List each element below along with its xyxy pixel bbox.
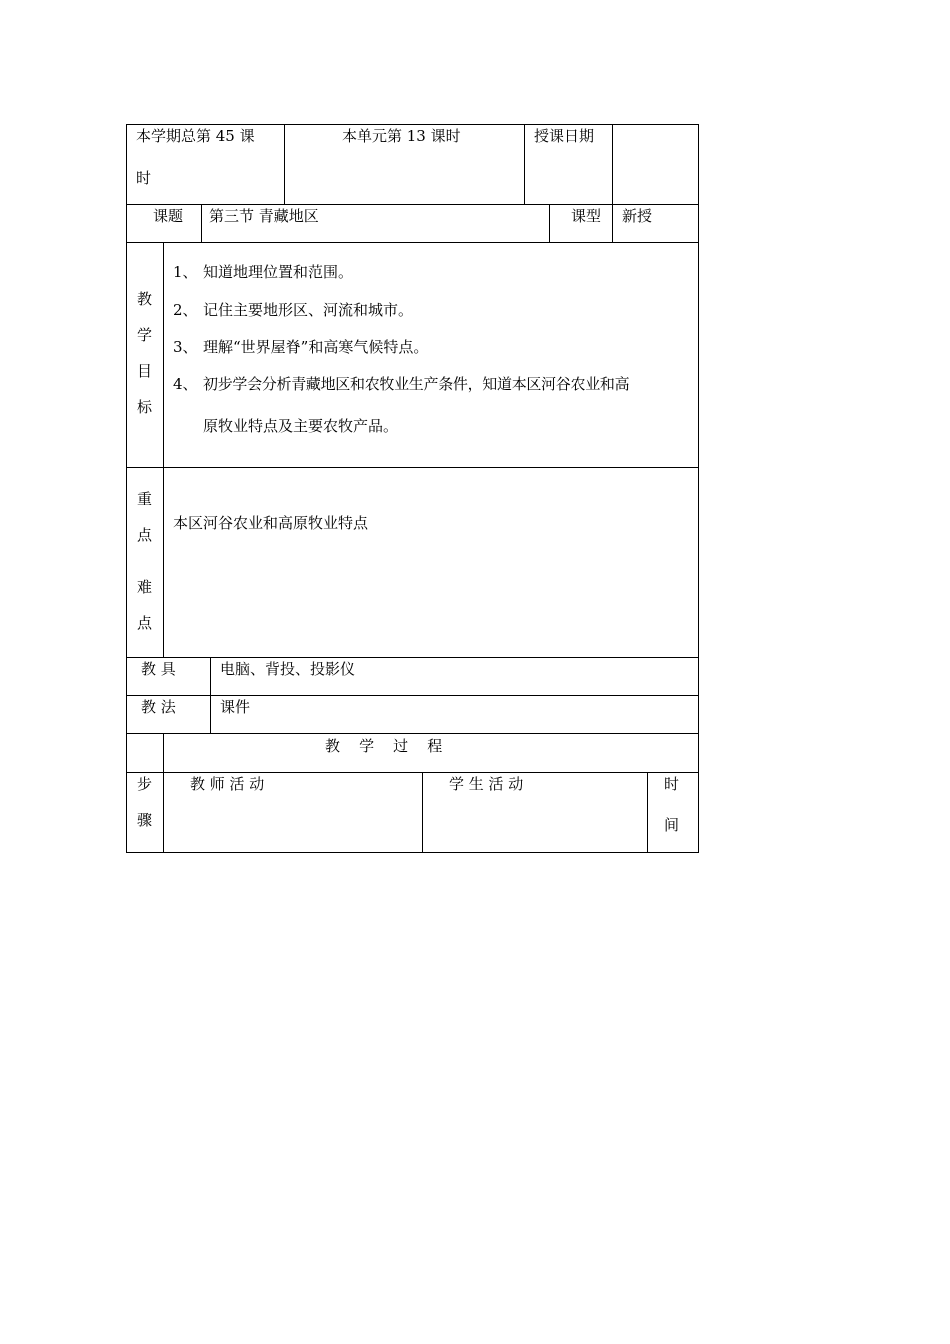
process-title: 教 学 过 程 bbox=[325, 737, 443, 755]
col-divider bbox=[524, 124, 525, 205]
col-divider bbox=[163, 242, 164, 658]
student-activity-header: 学 生 活 动 bbox=[449, 775, 524, 793]
col-divider bbox=[163, 733, 164, 853]
tools-label: 教 具 bbox=[141, 660, 176, 678]
col-divider bbox=[612, 124, 613, 205]
teacher-activity-header: 教 师 活 动 bbox=[190, 775, 265, 793]
col-divider bbox=[284, 124, 285, 205]
objective-number: 3、 bbox=[173, 338, 198, 356]
lesson-type-label: 课型 bbox=[571, 207, 602, 225]
table-border-top bbox=[126, 124, 699, 125]
row-divider bbox=[126, 467, 699, 468]
col-divider bbox=[549, 204, 550, 243]
row-divider bbox=[126, 204, 699, 205]
table-border-bottom bbox=[126, 852, 699, 853]
col-divider bbox=[210, 657, 211, 734]
time-label: 时 间 bbox=[664, 775, 680, 834]
objective-text: 知道地理位置和范围。 bbox=[203, 263, 354, 281]
key-points-label: 重 点 难 点 bbox=[137, 490, 153, 632]
semester-lesson-count: 本学期总第 45 课 bbox=[136, 127, 255, 145]
col-divider bbox=[201, 204, 202, 243]
objective-number: 2、 bbox=[173, 301, 198, 319]
row-divider bbox=[126, 733, 699, 734]
col-divider bbox=[647, 772, 648, 853]
col-divider bbox=[612, 204, 613, 243]
topic-value: 第三节 青藏地区 bbox=[209, 207, 319, 225]
row-divider bbox=[126, 657, 699, 658]
method-label: 教 法 bbox=[141, 698, 176, 716]
semester-lesson-count-cont: 时 bbox=[136, 169, 152, 187]
objectives-label: 教 学 目 标 bbox=[137, 290, 153, 416]
method-value: 课件 bbox=[220, 698, 251, 716]
date-label: 授课日期 bbox=[534, 127, 595, 145]
objective-text: 理解“世界屋脊”和高寒气候特点。 bbox=[203, 338, 429, 356]
step-label: 步 骤 bbox=[137, 775, 153, 829]
col-divider bbox=[422, 772, 423, 853]
objective-text: 初步学会分析青藏地区和农牧业生产条件，知道本区河谷农业和高 bbox=[203, 375, 630, 393]
lesson-type-value: 新授 bbox=[622, 207, 653, 225]
key-points-value: 本区河谷农业和高原牧业特点 bbox=[173, 514, 369, 532]
objective-text: 记住主要地形区、河流和城市。 bbox=[203, 301, 414, 319]
tools-value: 电脑、背投、投影仪 bbox=[220, 660, 356, 678]
row-divider bbox=[126, 242, 699, 243]
table-border-left bbox=[126, 124, 127, 853]
topic-label: 课题 bbox=[153, 207, 184, 225]
row-divider bbox=[126, 695, 699, 696]
row-divider bbox=[126, 772, 699, 773]
objective-text-continuation: 原牧业特点及主要农牧产品。 bbox=[203, 417, 399, 435]
objective-number: 4、 bbox=[173, 375, 198, 393]
table-border-right bbox=[698, 124, 699, 853]
objective-number: 1、 bbox=[173, 263, 198, 281]
unit-lesson-count: 本单元第 13 课时 bbox=[342, 127, 461, 145]
